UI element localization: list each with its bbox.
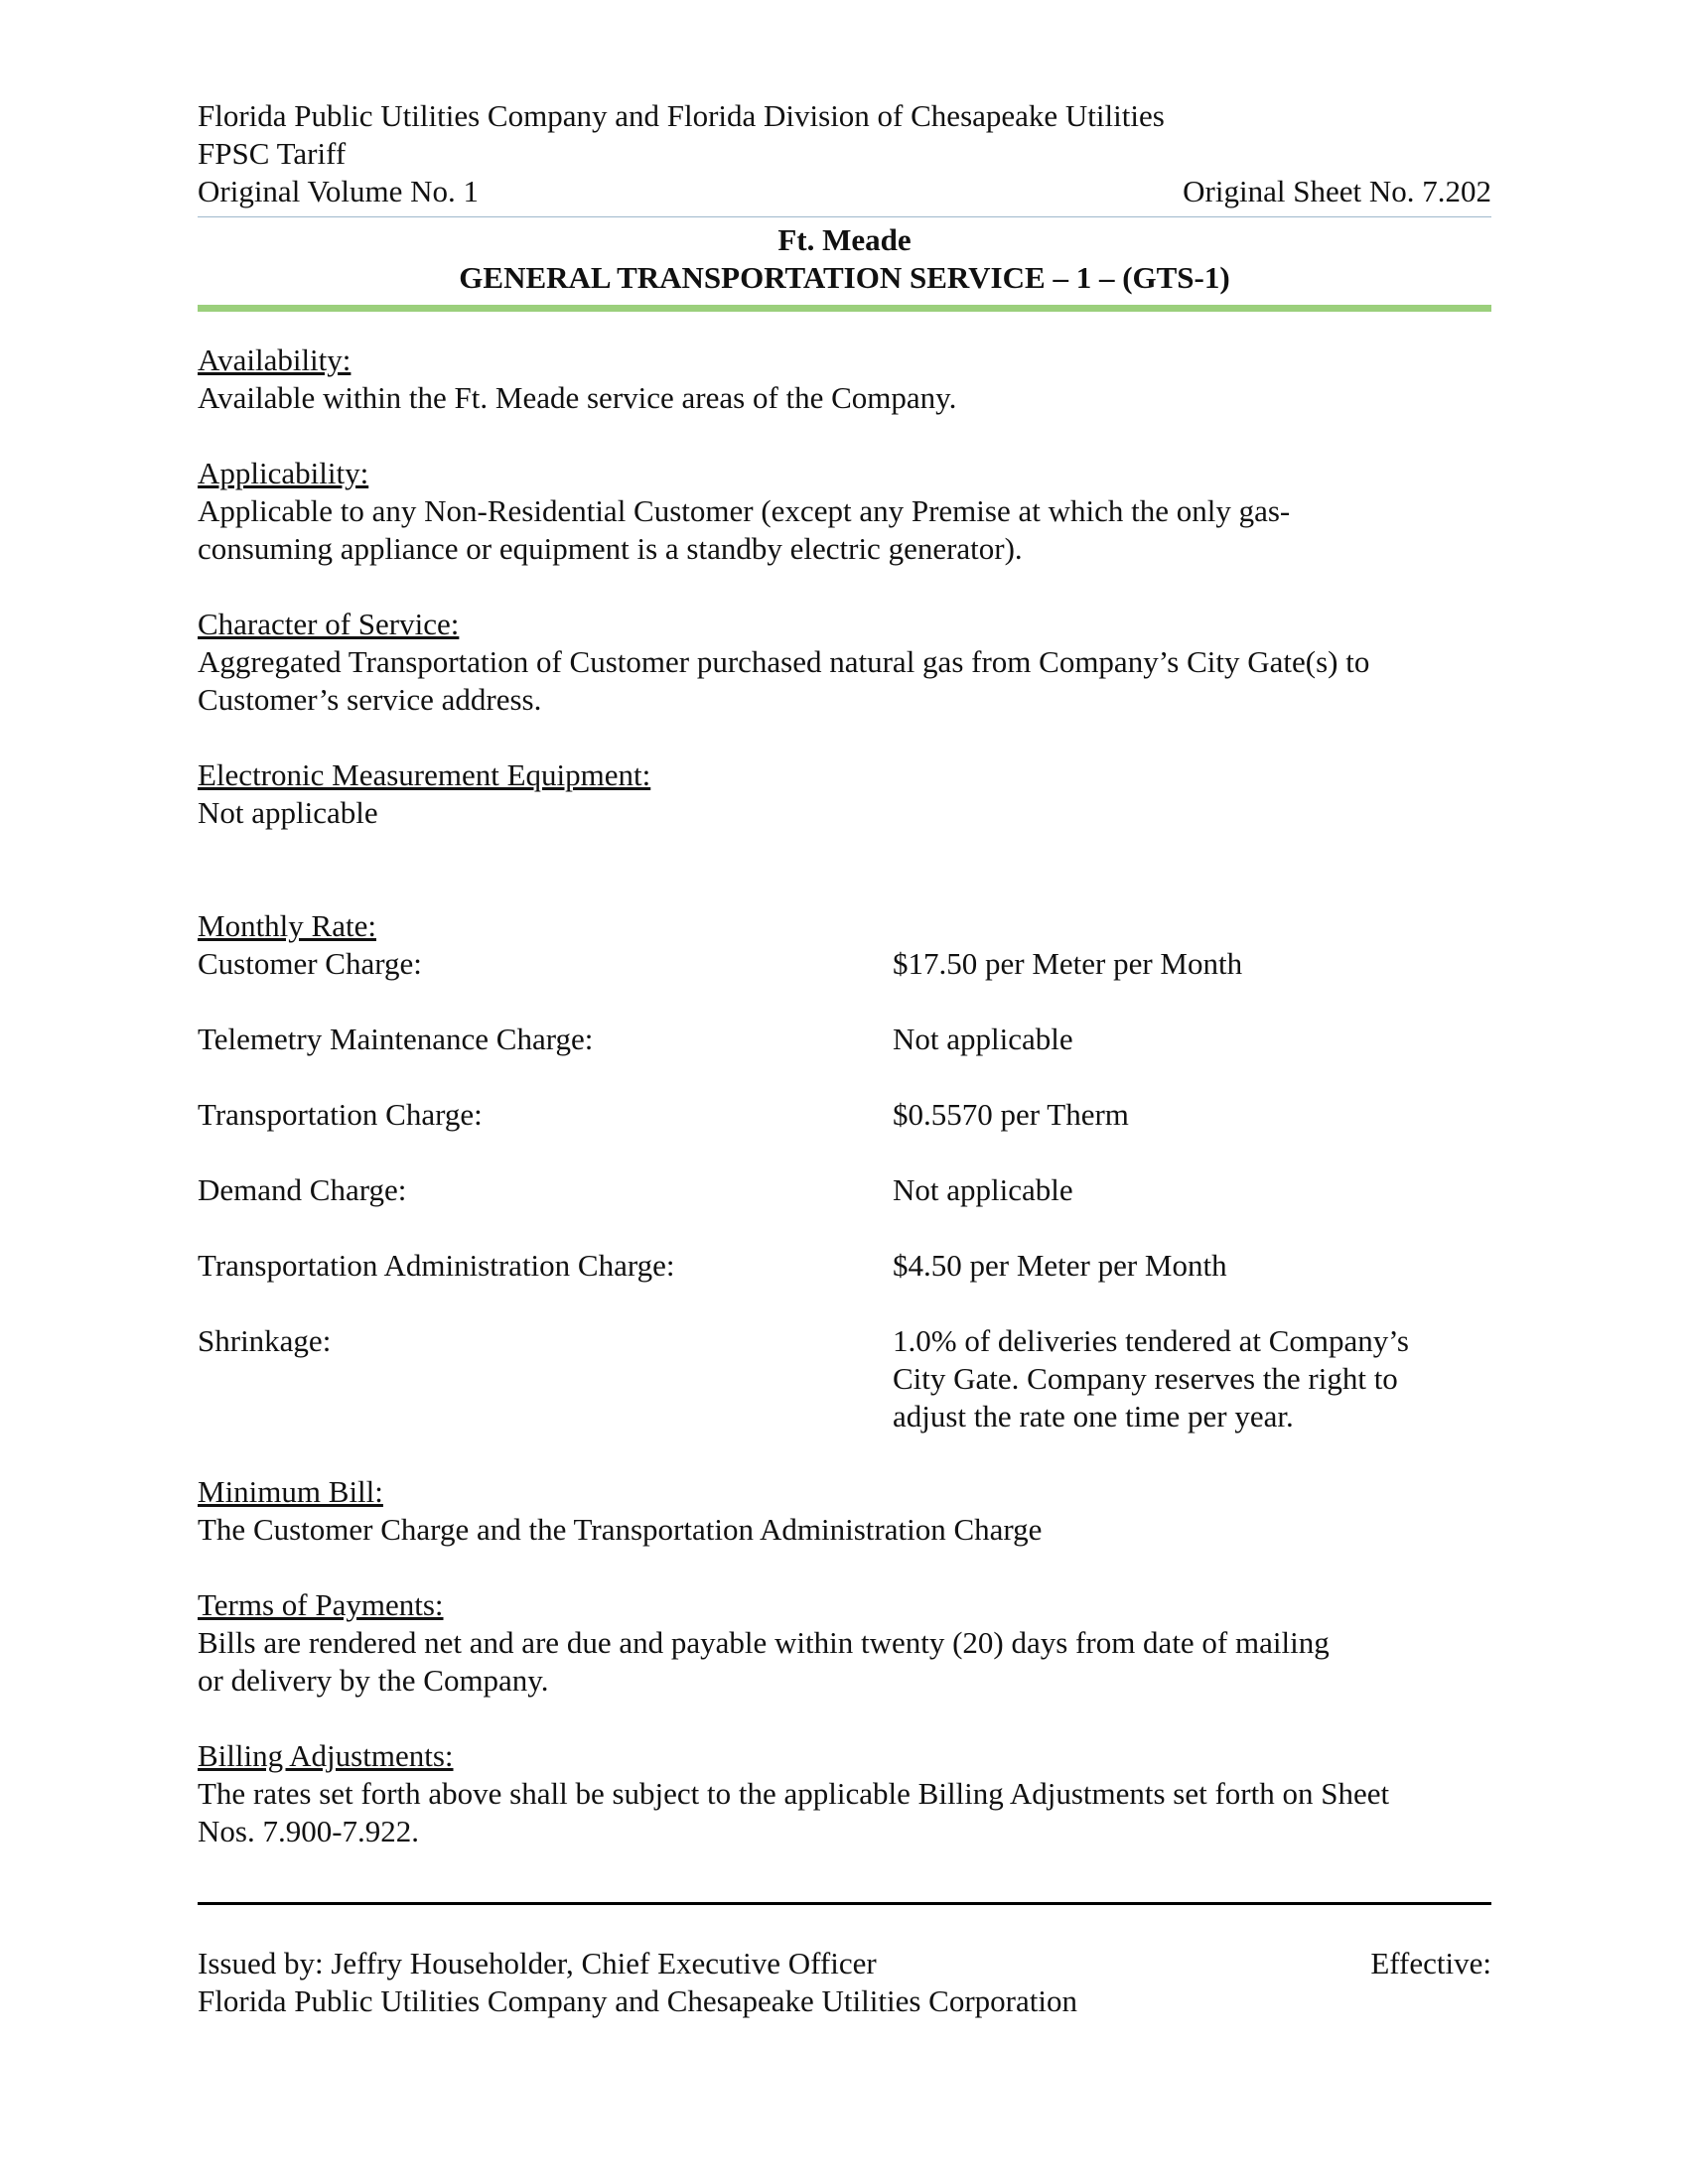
rate-value-multiline xyxy=(893,1322,1491,1435)
footer-issued-row xyxy=(198,1945,1491,1982)
billing-heading: Billing Adjustments: xyxy=(198,1738,454,1773)
rate-value: $0.5570 per Therm xyxy=(893,1097,1129,1132)
rate-row-demand-charge xyxy=(198,1171,1491,1209)
availability-section xyxy=(198,341,1491,417)
shrinkage-line-1: 1.0% of deliveries tendered at Company’s xyxy=(893,1323,1409,1358)
rate-value: Not applicable xyxy=(893,1022,1073,1056)
character-line-1: Aggregated Transportation of Customer purchased natural gas from Company’s City Gate(s) to xyxy=(198,644,1370,679)
minimum-bill-text: The Customer Charge and the Transportation Administration Charge xyxy=(198,1512,1043,1547)
rate-label: Shrinkage: xyxy=(198,1323,332,1358)
billing-line-1: The rates set forth above shall be subject to the applicable Billing Adjustments set forth on Sheet xyxy=(198,1776,1390,1811)
header-volume-row xyxy=(198,173,1491,210)
title-location: Ft. Meade xyxy=(777,222,912,257)
tariff-sheet xyxy=(198,97,1491,2020)
shrinkage-line-3: adjust the rate one time per year. xyxy=(893,1399,1294,1433)
applicability-line-1: Applicable to any Non-Residential Customer (except any Premise at which the only gas- xyxy=(198,493,1291,528)
rate-value: $4.50 per Meter per Month xyxy=(893,1248,1227,1283)
character-section xyxy=(198,606,1491,719)
applicability-line-2: consuming appliance or equipment is a standby electric generator). xyxy=(198,531,1023,566)
footer-company: Florida Public Utilities Company and Chesapeake Utilities Corporation xyxy=(198,1983,1077,2018)
header-divider xyxy=(198,216,1491,217)
footer-divider xyxy=(198,1902,1491,1905)
document-header xyxy=(198,97,1491,210)
rate-label: Transportation Administration Charge: xyxy=(198,1248,675,1283)
footer-issued-by: Issued by: Jeffry Householder, Chief Executive Officer xyxy=(198,1946,877,1980)
rate-label: Customer Charge: xyxy=(198,946,422,981)
rate-row-shrinkage xyxy=(198,1322,1491,1435)
electronic-text: Not applicable xyxy=(198,795,378,830)
header-sheet-number: Original Sheet No. 7.202 xyxy=(1183,174,1491,208)
title-divider xyxy=(198,305,1491,312)
availability-text: Available within the Ft. Meade service areas of the Company. xyxy=(198,380,957,415)
availability-heading: Availability: xyxy=(198,342,352,377)
rate-label: Telemetry Maintenance Charge: xyxy=(198,1022,594,1056)
title-service: GENERAL TRANSPORTATION SERVICE – 1 – (GTS-1) xyxy=(459,260,1230,295)
terms-section xyxy=(198,1586,1491,1700)
rate-row-transport-admin-charge xyxy=(198,1247,1491,1285)
header-company-line: Florida Public Utilities Company and Florida Division of Chesapeake Utilities xyxy=(198,98,1165,133)
monthly-rate-heading: Monthly Rate: xyxy=(198,908,376,943)
rate-value: Not applicable xyxy=(893,1172,1073,1207)
rate-label: Demand Charge: xyxy=(198,1172,407,1207)
electronic-section xyxy=(198,756,1491,832)
minimum-bill-section xyxy=(198,1473,1491,1549)
header-volume: Original Volume No. 1 xyxy=(198,174,480,208)
character-heading: Character of Service: xyxy=(198,607,460,641)
terms-heading: Terms of Payments: xyxy=(198,1587,444,1622)
rate-row-transportation-charge xyxy=(198,1096,1491,1134)
footer-effective: Effective: xyxy=(1370,1946,1491,1980)
rate-value: $17.50 per Meter per Month xyxy=(893,946,1243,981)
terms-line-2: or delivery by the Company. xyxy=(198,1663,549,1698)
minimum-bill-heading: Minimum Bill: xyxy=(198,1474,383,1509)
shrinkage-line-2: City Gate. Company reserves the right to xyxy=(893,1361,1398,1396)
applicability-heading: Applicability: xyxy=(198,456,369,490)
rate-label: Transportation Charge: xyxy=(198,1097,483,1132)
electronic-heading: Electronic Measurement Equipment: xyxy=(198,757,651,792)
rate-row-telemetry-charge xyxy=(198,1021,1491,1058)
rate-row-customer-charge xyxy=(198,945,1491,983)
billing-section xyxy=(198,1737,1491,1850)
terms-line-1: Bills are rendered net and are due and payable within twenty (20) days from date of mailing xyxy=(198,1625,1330,1660)
document-footer xyxy=(198,1945,1491,2020)
character-line-2: Customer’s service address. xyxy=(198,682,542,717)
billing-line-2: Nos. 7.900-7.922. xyxy=(198,1814,420,1848)
monthly-rate-section xyxy=(198,907,1491,1435)
applicability-section xyxy=(198,455,1491,568)
header-tariff-line: FPSC Tariff xyxy=(198,136,347,171)
